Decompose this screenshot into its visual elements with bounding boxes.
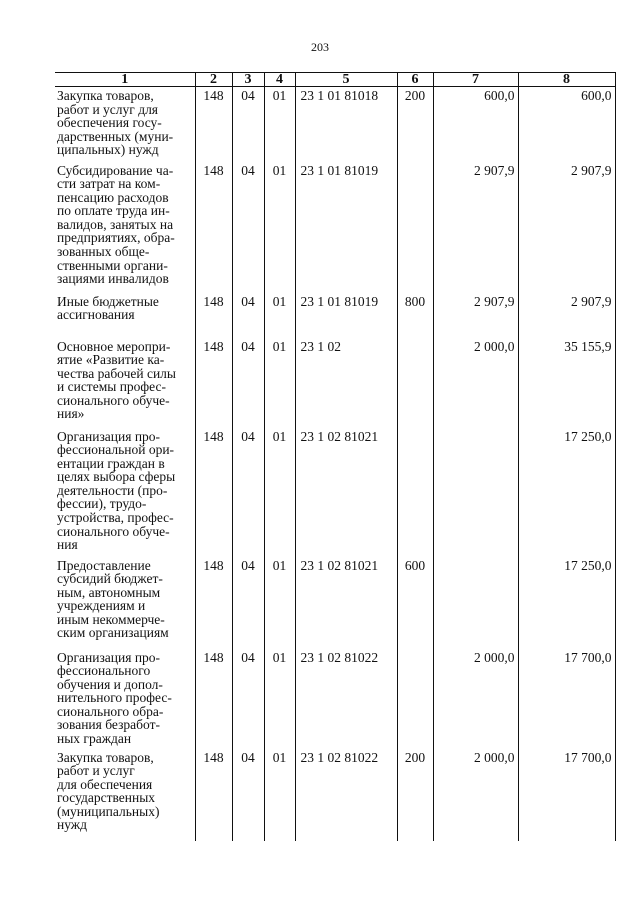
budget-table	[55, 72, 616, 841]
cell-subsection: 01	[264, 338, 295, 428]
column-header-8: 8	[518, 73, 615, 87]
cell-subsection: 01	[264, 87, 295, 162]
cell-amount-8: 17 250,0	[518, 428, 615, 557]
cell-subsection: 01	[264, 557, 295, 649]
column-header-3: 3	[232, 73, 264, 87]
cell-section: 04	[232, 338, 264, 428]
row-name	[55, 557, 195, 649]
cell-admin-code: 148	[195, 557, 232, 649]
cell-subsection: 01	[264, 428, 295, 557]
cell-amount-7: 2 907,9	[433, 293, 518, 338]
cell-expense-type	[397, 338, 433, 428]
table-row	[55, 338, 615, 428]
cell-subsection: 01	[264, 649, 295, 749]
row-name	[55, 749, 195, 841]
row-name-line: Закупка товаров,	[57, 749, 154, 765]
row-name-line: дарственных (муни-	[57, 128, 174, 144]
row-name-line: сионального обуче-	[57, 523, 170, 539]
row-name-line: иным некоммерче-	[57, 611, 165, 627]
cell-amount-7: 600,0	[433, 87, 518, 162]
row-name	[55, 649, 195, 749]
cell-amount-7	[433, 557, 518, 649]
row-name-line: и системы профес-	[57, 379, 166, 395]
row-name-line: фессии), трудо-	[57, 496, 147, 512]
row-name	[55, 428, 195, 557]
row-name-line: Закупка товаров,	[57, 88, 154, 103]
row-name-line: (муниципальных)	[57, 803, 160, 819]
row-name-line: пенсацию расходов	[57, 189, 169, 205]
cell-section: 04	[232, 749, 264, 841]
cell-amount-8: 2 907,9	[518, 293, 615, 338]
cell-expense-type	[397, 428, 433, 557]
table-row	[55, 87, 615, 162]
cell-amount-7: 2 000,0	[433, 749, 518, 841]
row-name	[55, 338, 195, 428]
header-row	[55, 73, 615, 87]
row-name-line: валидов, занятых на	[57, 216, 174, 232]
row-name-line: ятие «Развитие ка-	[57, 352, 165, 368]
page-number: 203	[311, 40, 329, 54]
cell-target-article: 23 1 01 81019	[295, 162, 397, 293]
table-row	[55, 428, 615, 557]
cell-admin-code: 148	[195, 649, 232, 749]
cell-section: 04	[232, 162, 264, 293]
row-name	[55, 162, 195, 293]
cell-amount-8: 17 700,0	[518, 649, 615, 749]
cell-amount-7: 2 000,0	[433, 338, 518, 428]
cell-amount-8: 600,0	[518, 87, 615, 162]
cell-target-article: 23 1 02	[295, 338, 397, 428]
cell-expense-type	[397, 649, 433, 749]
cell-section: 04	[232, 428, 264, 557]
row-name-line: ным, автономным	[57, 584, 161, 600]
row-name	[55, 293, 195, 338]
cell-amount-7	[433, 428, 518, 557]
row-name-line: по оплате труда ин-	[57, 203, 170, 219]
cell-target-article: 23 1 01 81019	[295, 293, 397, 338]
cell-target-article: 23 1 02 81022	[295, 649, 397, 749]
cell-target-article: 23 1 02 81022	[295, 749, 397, 841]
row-name-line: обеспечения госу-	[57, 115, 162, 131]
row-name-line: государственных	[57, 790, 156, 806]
row-name-line: предприятиях, обра-	[57, 230, 175, 246]
cell-admin-code: 148	[195, 749, 232, 841]
row-name-line: чества рабочей силы	[57, 365, 176, 381]
cell-target-article: 23 1 02 81021	[295, 557, 397, 649]
row-name-line: нительного профес-	[57, 690, 172, 706]
row-name-line: Организация про-	[57, 649, 161, 665]
cell-subsection: 01	[264, 749, 295, 841]
row-name-line: зованных обще-	[57, 244, 150, 260]
cell-subsection: 01	[264, 162, 295, 293]
table-row	[55, 649, 615, 749]
table-row	[55, 293, 615, 338]
table-body	[55, 87, 615, 841]
cell-admin-code: 148	[195, 428, 232, 557]
row-name-line: учреждениям и	[57, 598, 146, 614]
cell-section: 04	[232, 293, 264, 338]
column-header-6: 6	[397, 73, 433, 87]
row-name-line: целях выбора сферы	[57, 469, 176, 485]
table-row	[55, 749, 615, 841]
row-name-line: ентации граждан в	[57, 455, 165, 471]
row-name-line: для обеспечения	[57, 776, 153, 792]
row-name-line: обучения и допол-	[57, 676, 163, 692]
row-name-line: ственными органи-	[57, 257, 168, 273]
row-name-line: сионального обуче-	[57, 392, 170, 408]
cell-target-article: 23 1 02 81021	[295, 428, 397, 557]
cell-amount-7: 2 907,9	[433, 162, 518, 293]
row-name-line: сти затрат на ком-	[57, 176, 161, 192]
cell-amount-8: 17 250,0	[518, 557, 615, 649]
row-name-line: работ и услуг для	[57, 101, 159, 117]
row-name-line: работ и услуг	[57, 763, 135, 779]
row-name-line: Организация про-	[57, 428, 161, 444]
row-name-line: нужд	[57, 817, 87, 833]
row-name-line: Основное меропри-	[57, 338, 171, 354]
cell-expense-type	[397, 162, 433, 293]
row-name-line: деятельности (про-	[57, 482, 168, 498]
cell-amount-8: 35 155,9	[518, 338, 615, 428]
cell-expense-type: 600	[397, 557, 433, 649]
cell-admin-code: 148	[195, 87, 232, 162]
column-header-2: 2	[195, 73, 232, 87]
row-name-line: зациями инвалидов	[57, 271, 169, 287]
table-row	[55, 162, 615, 293]
cell-admin-code: 148	[195, 293, 232, 338]
cell-subsection: 01	[264, 293, 295, 338]
cell-amount-7: 2 000,0	[433, 649, 518, 749]
row-name-line: ским организациям	[57, 625, 169, 641]
row-name-line: ных граждан	[57, 731, 132, 747]
row-name-line: зования безработ-	[57, 717, 160, 733]
column-header-1: 1	[55, 73, 195, 87]
column-header-7: 7	[433, 73, 518, 87]
column-header-5: 5	[295, 73, 397, 87]
row-name	[55, 87, 195, 162]
row-name-line: ния»	[57, 406, 85, 422]
cell-expense-type: 200	[397, 749, 433, 841]
row-name-line: ципальных) нужд	[57, 142, 159, 158]
row-name-line: фессионального	[57, 663, 151, 679]
cell-admin-code: 148	[195, 162, 232, 293]
cell-section: 04	[232, 557, 264, 649]
row-name-line: ассигнования	[57, 307, 135, 323]
table-row	[55, 557, 615, 649]
column-header-4: 4	[264, 73, 295, 87]
cell-admin-code: 148	[195, 338, 232, 428]
row-name-line: ния	[57, 537, 78, 553]
cell-expense-type: 800	[397, 293, 433, 338]
cell-section: 04	[232, 649, 264, 749]
row-name-line: субсидий бюджет-	[57, 571, 163, 587]
row-name-line: Субсидирование ча-	[57, 162, 174, 178]
cell-expense-type: 200	[397, 87, 433, 162]
row-name-line: Иные бюджетные	[57, 293, 159, 309]
cell-target-article: 23 1 01 81018	[295, 87, 397, 162]
cell-section: 04	[232, 87, 264, 162]
row-name-line: устройства, профес-	[57, 510, 174, 526]
row-name-line: фессиональной ори-	[57, 442, 175, 458]
cell-amount-8: 2 907,9	[518, 162, 615, 293]
row-name-line: Предоставление	[57, 557, 151, 573]
cell-amount-8: 17 700,0	[518, 749, 615, 841]
row-name-line: сионального обра-	[57, 703, 164, 719]
